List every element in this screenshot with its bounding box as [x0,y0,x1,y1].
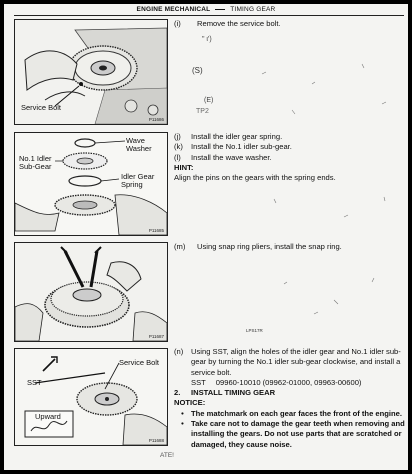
steps-j-k-l [174,132,404,183]
scan-noise-2 [254,189,404,229]
sst-label: SST [191,377,206,387]
step-text: Install the idler gear spring. [191,132,283,141]
notice-bullet: • Take care not to damage the gear teeth when removing and installing the gears. Do not use parts that are scratched or damaged, they cause noise. [181,419,405,449]
step-number: (i) [174,19,181,28]
notice-bullet: • The matchmark on each gear faces the front of the engine. [181,408,402,418]
header-rule [14,15,404,16]
scan-artifact-4: TP2 [196,108,209,115]
header-dash [215,9,225,10]
notice-text: Take care not to damage the gear teeth when removing and installing the gears. Do not use parts that are scratched or damaged, they cause noise. [191,419,405,449]
callout-wave-washer: Wave Washer [126,136,152,153]
step-text: Remove the service bolt. [197,19,281,28]
step-text: Using snap ring pliers, install the snap ring. [197,242,342,251]
figure-code: P11686 [148,117,164,122]
manual-page [4,4,408,470]
step-text: Install the No.1 idler sub-gear. [191,142,292,152]
section-title: ENGINE MECHANICAL [136,6,211,13]
subsection-title: TIMING GEAR [230,6,276,13]
figure-remove-service-bolt [14,19,168,125]
notice-label: NOTICE: [174,398,206,408]
figure-idler-sub-gear [14,132,168,236]
sst-line [174,378,406,388]
step-n-and-section-2 [174,347,406,450]
callout-sst: SST [27,378,42,387]
section-title: INSTALL TIMING GEAR [191,388,276,398]
figure-sst-align [14,348,168,446]
step-text: Install the wave washer. [191,152,272,162]
snap-ring-pliers-illustration [15,243,167,341]
step-i [174,19,404,29]
step-number: (l) [174,152,181,162]
step-number: (k) [174,142,183,152]
step-number: (j) [174,132,181,141]
figure-code: P11687 [148,334,164,339]
figure-code: P11688 [148,438,164,443]
step-number: (n) [174,347,184,356]
callout-idler-gear-spring: Idler Gear Spring [121,172,155,189]
step-text: Using SST, align the holes of the idler gear and No.1 idler sub-gear by turning the No.1 idler sub-gear clockwise, and install a service bolt. [191,347,401,377]
callout-idler-sub-gear: No.1 Idler Sub-Gear [19,154,52,171]
section-number: 2. [174,388,181,398]
scan-artifact-3: (E) [204,97,214,104]
step-number: (m) [174,242,186,251]
scan-artifact-2: (S) [192,66,203,75]
scan-artifact-6: ATE! [160,452,174,459]
callout-service-bolt-2: Service Bolt [119,358,160,367]
callout-service-bolt: Service Bolt [21,103,62,112]
scan-artifact-1: " ι') [202,36,212,43]
hint-text: Align the pins on the gears with the spring ends. [174,173,336,183]
hint-label: HINT: [174,162,194,172]
notice-text: The matchmark on each gear faces the front of the engine. [191,408,402,418]
figure-code: P11685 [148,228,164,233]
sst-value: 09960-10010 (09962-01000, 09963-00600) [215,377,362,387]
step-m [174,242,404,252]
scan-noise-1 [252,44,402,124]
figure-snap-ring [14,242,168,342]
scan-artifact-5: LPS17R [246,328,263,333]
page-header [4,6,408,13]
callout-upward: Upward [35,412,61,421]
section-heading [174,388,406,398]
scan-noise-3 [254,264,404,324]
